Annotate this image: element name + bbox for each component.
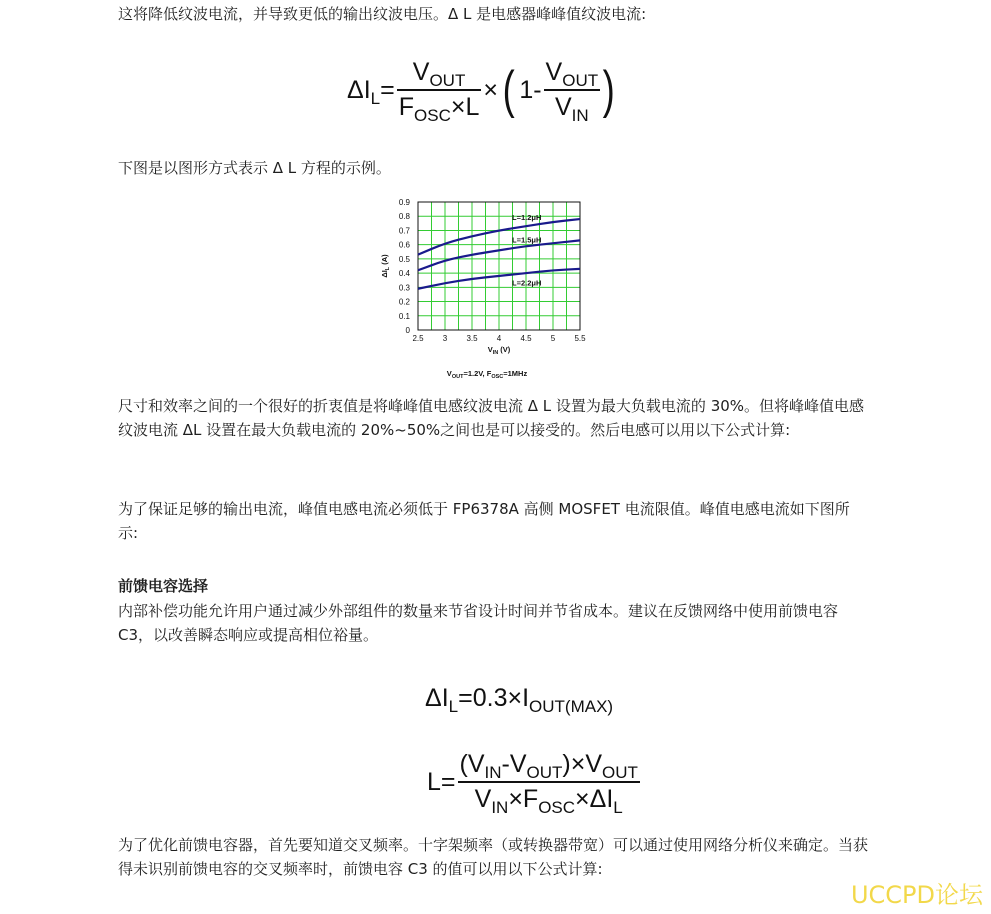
formula-fraction-1: $\frac{V_{OUT}}{F_{OSC}\times L}$: [398, 58, 480, 125]
y-tick-label: 0.6: [398, 240, 410, 250]
ripple-current-chart: [370, 192, 600, 387]
x-tick-label: 4.5: [520, 334, 532, 343]
paragraph-feedforward: 内部补偿功能允许用户通过减少外部组件的数量来节省设计时间并节省成本。建议在反馈网络中使用前馈电容 C3，以改善瞬态响应或提高相位裕量。: [118, 602, 839, 644]
x-axis-label-sub: IN: [492, 350, 499, 356]
watermark: UCCPD论坛: [850, 881, 983, 909]
formula-lhs: $\Delta I_L=$: [347, 75, 395, 108]
paragraph-graph-intro: 下图是以图形方式表示 Δ L 方程的示例。: [118, 159, 391, 177]
chart-caption-sub-out: OUT: [451, 374, 464, 380]
formula-inductance: L= $\frac{(V_{IN}-V_{OUT})\times V_{OUT}}{V_{IN}\times F_{OSC}\times\Delta I_L}$: [427, 750, 638, 817]
y-tick-label: 0.8: [398, 212, 410, 222]
y-tick-label: 0.7: [398, 226, 410, 236]
series-label: L=2.2μH: [512, 278, 542, 288]
y-tick-label: 0.4: [398, 269, 410, 279]
formula-fraction-2: $\frac{V_{OUT}}{V_{IN}}$: [545, 58, 599, 125]
x-tick-label: 4: [496, 334, 502, 343]
x-tick-label: 5: [550, 334, 556, 343]
series-label: L=1.5μH: [512, 235, 542, 245]
section-heading-feedforward: 前馈电容选择: [118, 577, 209, 595]
formula-delta-il: $\Delta I_L=$ $\frac{V_{OUT}}{F_{OSC}\times L}$ ×( 1- $\frac{V_{OUT}}{V_{IN}}$ ): [347, 58, 615, 125]
paragraph-ripple-intro: 这将降低纹波电流，并导致更低的输出纹波电压。Δ L 是电感器峰峰值纹波电流:: [118, 5, 647, 23]
chart-caption-sub-osc: OSC: [491, 374, 504, 380]
formula-fraction-3: $\frac{(V_{IN}-V_{OUT})\times V_{OUT}}{V_{IN}\times F_{OSC}\times\Delta I_L}$: [459, 750, 638, 817]
series-label: L=1.2μH: [512, 212, 542, 222]
y-axis-label: $\Delta I_L$ (A): [380, 254, 391, 278]
y-tick-label: 0.3: [398, 283, 410, 293]
y-tick-label: 0.5: [398, 254, 410, 264]
x-axis-label: $V_{IN}$ (V): [487, 345, 511, 356]
y-axis-label-sub: L: [385, 266, 391, 271]
formula-delta-il-max: $\Delta I_L=0.3\times I_{OUT(MAX)}$: [425, 684, 614, 716]
chart-caption: $V_{OUT}=1.2V$, $F_{OSC}=1MHz$: [446, 369, 528, 380]
x-tick-label: 5.5: [574, 334, 586, 343]
paragraph-crossover: 为了优化前馈电容器，首先要知道交叉频率。十字架频率（或转换器带宽）可以通过使用网络分析仪来确定。当获得未识别前馈电容的交叉频率时，前馈电容 C3 的值可以用以下公式计算:: [118, 836, 869, 878]
y-tick-label: 0.2: [398, 297, 410, 307]
y-tick-label: 0: [405, 326, 410, 335]
x-tick-label: 3.5: [466, 334, 478, 343]
paragraph-inductor-calc: 尺寸和效率之间的一个很好的折衷值是将峰峰值电感纹波电流 Δ L 设置为最大负载电流的 30%。但将峰峰值电感纹波电流 ΔL 设置在最大负载电流的 20%~50%之间也是可以接受的。然后电感可以用以下公式计算:: [118, 397, 865, 439]
x-tick-label: 3: [442, 334, 448, 343]
x-tick-label: 2.5: [412, 334, 424, 343]
y-tick-label: 0.1: [398, 311, 410, 321]
y-tick-label: 0.9: [398, 198, 410, 207]
paragraph-peak-current: 为了保证足够的输出电流，峰值电感电流必须低于 FP6378A 高侧 MOSFET 电流限值。峰值电感电流如下图所示:: [118, 500, 850, 542]
